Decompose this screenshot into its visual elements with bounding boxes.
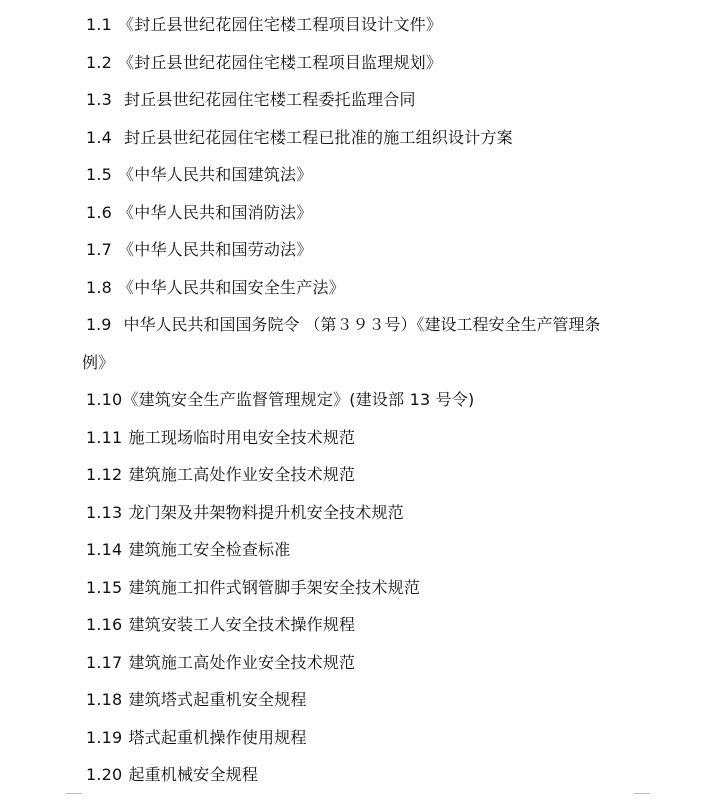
- item-text-continuation: 例》: [82, 352, 115, 372]
- item-text: 《中华人民共和国建筑法》: [118, 165, 313, 184]
- item-text: 建筑施工扣件式钢管脚手架安全技术规范: [128, 577, 421, 597]
- item-number: 1.14: [86, 540, 123, 559]
- item-number: 1.4: [86, 127, 113, 147]
- item-number: 1.2: [86, 52, 113, 72]
- list-item: [86, 162, 656, 200]
- item-text: 建筑塔式起重机安全规程: [128, 690, 307, 709]
- item-number: 1.12: [86, 465, 123, 484]
- item-number: 1.1: [86, 15, 113, 34]
- list-item: [86, 425, 656, 463]
- list-item-continuation: [82, 350, 652, 388]
- item-number: 1.11: [86, 427, 123, 447]
- list-item: [86, 387, 656, 425]
- list-item: [86, 687, 656, 725]
- item-text: 封丘县世纪花园住宅楼工程已批准的施工组织设计方案: [124, 127, 513, 147]
- item-text: 《中华人民共和国安全生产法》: [118, 277, 345, 297]
- item-number: 1.15: [86, 577, 123, 597]
- item-text: 建筑施工高处作业安全技术规范: [128, 465, 356, 484]
- item-number: 1.9: [86, 315, 112, 334]
- item-text: 《中华人民共和国劳动法》: [118, 240, 313, 259]
- item-text: 《建筑安全生产监督管理规定》(建设部 13 号令): [122, 390, 475, 409]
- item-text: 塔式起重机操作使用规程: [128, 727, 307, 747]
- page-corner-mark-right: [634, 793, 650, 794]
- list-item: [86, 575, 656, 613]
- list-item: [86, 237, 656, 275]
- item-number: 1.3: [86, 90, 113, 109]
- item-text: 封丘县世纪花园住宅楼工程委托监理合同: [124, 90, 416, 109]
- list-item: [86, 12, 656, 50]
- item-number: 1.5: [86, 165, 113, 184]
- list-item: [86, 200, 656, 238]
- item-text: 建筑施工高处作业安全技术规范: [128, 652, 356, 672]
- item-text: 建筑安装工人安全技术操作规程: [128, 615, 356, 634]
- item-text: 《封丘县世纪花园住宅楼工程项目设计文件》: [118, 15, 443, 34]
- item-text: 《封丘县世纪花园住宅楼工程项目监理规划》: [118, 52, 443, 72]
- list-item: [86, 725, 656, 763]
- list-item: [86, 50, 656, 88]
- item-number: 1.10: [86, 390, 123, 409]
- item-number: 1.18: [86, 690, 123, 709]
- list-item: [86, 762, 656, 800]
- item-number: 1.7: [86, 240, 113, 259]
- item-number: 1.20: [86, 765, 123, 784]
- item-text: 建筑施工安全检查标准: [128, 540, 291, 559]
- item-text: 龙门架及井架物料提升机安全技术规范: [128, 502, 404, 522]
- list-item: [86, 312, 656, 350]
- list-item: [86, 275, 656, 313]
- item-number: 1.16: [86, 615, 123, 634]
- item-number: 1.19: [86, 727, 123, 747]
- list-item: [86, 612, 656, 650]
- list-item: [86, 500, 656, 538]
- list-item: [86, 462, 656, 500]
- item-number: 1.8: [86, 277, 113, 297]
- reference-list: [82, 12, 656, 800]
- item-number: 1.6: [86, 202, 113, 222]
- item-number: 1.13: [86, 502, 123, 522]
- page-corner-mark-left: [66, 793, 82, 794]
- list-item: [86, 87, 656, 125]
- item-text: 起重机械安全规程: [128, 765, 259, 784]
- item-text: 中华人民共和国国务院令 （第３９３号）《建设工程安全生产管理条: [123, 315, 601, 334]
- list-item: [86, 125, 656, 163]
- item-number: 1.17: [86, 652, 123, 672]
- item-text: 施工现场临时用电安全技术规范: [128, 427, 356, 447]
- list-item: [86, 537, 656, 575]
- item-text: 《中华人民共和国消防法》: [118, 202, 313, 222]
- list-item: [86, 650, 656, 688]
